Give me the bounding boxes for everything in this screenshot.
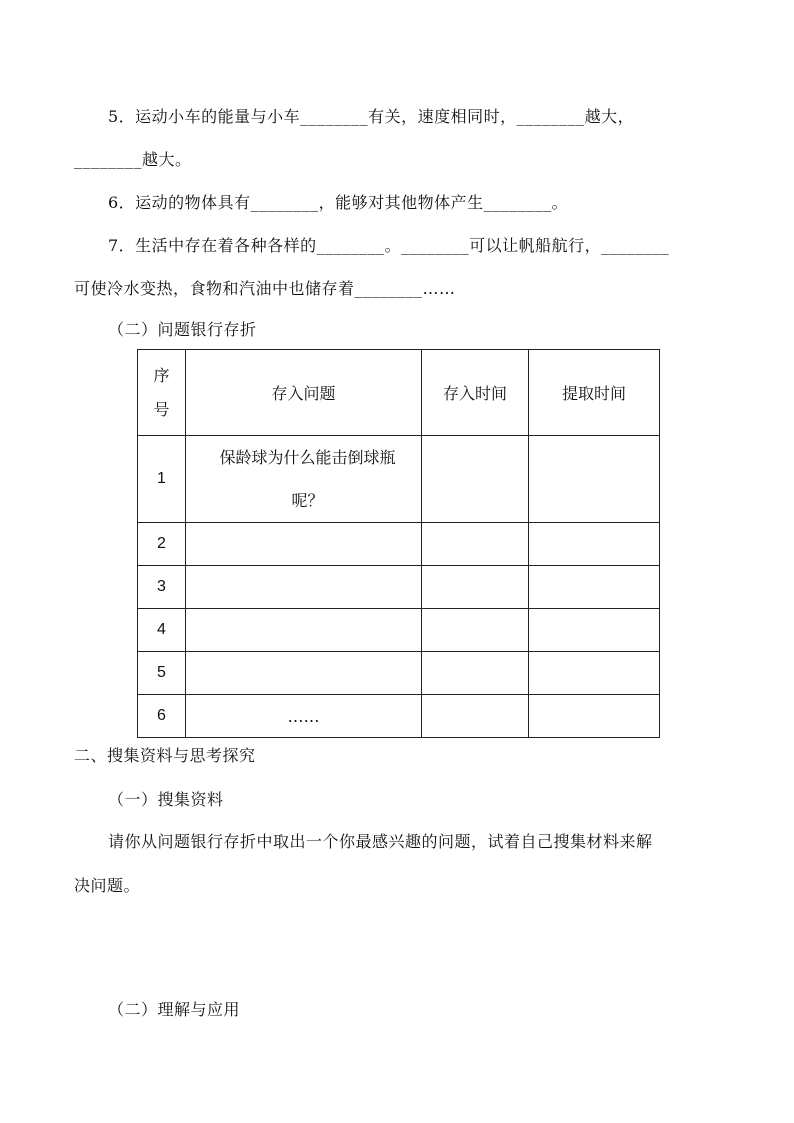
question-7-line-2: 可使冷水变热，食物和汽油中也储存着________…… (74, 279, 456, 298)
row-deposit-time[interactable] (422, 566, 529, 609)
row-seq: 1 (138, 436, 186, 523)
header-seq-line-1: 序 (153, 365, 170, 385)
row-question[interactable] (186, 652, 422, 695)
section-2-title: 二、搜集资料与思考探究 (74, 746, 256, 765)
row-withdraw-time[interactable] (529, 609, 660, 652)
row-withdraw-time[interactable] (529, 523, 660, 566)
question-5-line-1: 5．运动小车的能量与小车________有关，速度相同时，________越大， (108, 107, 635, 126)
row-deposit-time[interactable] (422, 523, 529, 566)
row-seq: 4 (138, 609, 186, 652)
row-deposit-time[interactable] (422, 652, 529, 695)
row-withdraw-time[interactable] (529, 652, 660, 695)
table-row (138, 609, 660, 652)
row-question[interactable] (186, 523, 422, 566)
row-deposit-time[interactable] (422, 609, 529, 652)
row-withdraw-time[interactable] (529, 566, 660, 609)
question-6: 6．运动的物体具有________，能够对其他物体产生________。 (108, 193, 569, 212)
row-question[interactable] (186, 566, 422, 609)
row-deposit-time[interactable] (422, 695, 529, 738)
header-seq-line-2: 号 (153, 399, 170, 419)
table-row (138, 566, 660, 609)
table-row (138, 436, 660, 523)
row-seq: 5 (138, 652, 186, 695)
row-withdraw-time[interactable] (529, 695, 660, 738)
header-question: 存入问题 (186, 350, 422, 436)
row-question[interactable]: …… (186, 695, 422, 738)
row-question[interactable] (186, 609, 422, 652)
section-2-sub1-title: （一）搜集资料 (108, 790, 224, 809)
table-row (138, 652, 660, 695)
row-seq: 2 (138, 523, 186, 566)
row-question-line-1: 保龄球为什么能击倒球瓶 (219, 448, 396, 467)
table-header-row (138, 350, 660, 436)
question-7-line-1: 7．生活中存在着各种各样的________。________可以让帆船航行，________ (108, 236, 670, 255)
section-2-instruction-line-2: 决问题。 (74, 876, 141, 895)
row-seq: 3 (138, 566, 186, 609)
row-deposit-time[interactable] (422, 436, 529, 523)
section-2-instruction-line-1: 请你从问题银行存折中取出一个你最感兴趣的问题，试着自己搜集材料来解 (108, 832, 653, 851)
table-row (138, 523, 660, 566)
question-5-line-2: ________越大。 (74, 150, 192, 169)
row-seq: 6 (138, 695, 186, 738)
row-question-line-2: 呢？ (291, 491, 324, 510)
row-question[interactable] (186, 436, 422, 523)
question-bank-table (137, 349, 660, 738)
header-deposit-time: 存入时间 (422, 350, 529, 436)
header-withdraw-time: 提取时间 (529, 350, 660, 436)
section-2-sub2-title: （二）理解与应用 (108, 1000, 241, 1019)
table-row (138, 695, 660, 738)
header-seq (138, 350, 186, 436)
bank-section-title: （二）问题银行存折 (108, 320, 257, 339)
row-withdraw-time[interactable] (529, 436, 660, 523)
